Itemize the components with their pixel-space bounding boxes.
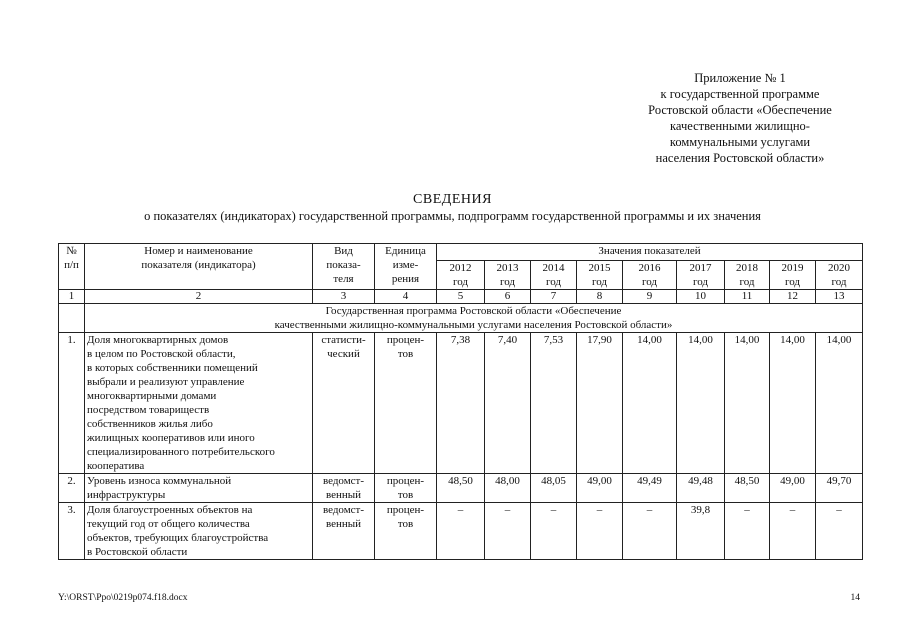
table-row [59, 474, 863, 503]
column-numbers-row [59, 290, 863, 304]
header-year: 2014 год [531, 261, 577, 290]
row-value: 14,00 [677, 333, 725, 474]
table-row [59, 333, 863, 474]
footer-file-path: Y:\ORST\Ppo\0219p074.f18.docx [58, 593, 188, 603]
row-value: 17,90 [577, 333, 623, 474]
row-name: Доля многоквартирных домов в целом по Ростовской области, в которых собственники помещений выбрали и реализуют управление многоквартирными домами посредством товариществ собственников жилья либо жилищных кооперативов или иного специализированного потребительского кооператива [85, 333, 313, 474]
row-name: Уровень износа коммунальной инфраструктуры [85, 474, 313, 503]
table-row [59, 503, 863, 560]
header-name: Номер и наименование показателя (индикатора) [85, 244, 313, 290]
column-number: 4 [375, 290, 437, 304]
appendix-line: Приложение № 1 [694, 71, 786, 85]
row-type: ведомст- венный [313, 503, 375, 560]
header-year: 2017 год [677, 261, 725, 290]
appendix-line: Ростовской области «Обеспечение [648, 103, 832, 117]
row-value: – [485, 503, 531, 560]
row-value: 39,8 [677, 503, 725, 560]
row-value: 14,00 [725, 333, 770, 474]
column-number: 10 [677, 290, 725, 304]
header-year: 2019 год [770, 261, 816, 290]
document-title: СВЕДЕНИЯ [413, 192, 492, 207]
row-value: 48,05 [531, 474, 577, 503]
appendix-line: населения Ростовской области» [655, 151, 825, 165]
row-value: – [531, 503, 577, 560]
row-value: 48,50 [725, 474, 770, 503]
row-value: 14,00 [623, 333, 677, 474]
row-value: 49,00 [577, 474, 623, 503]
row-value: 49,70 [816, 474, 863, 503]
column-number: 5 [437, 290, 485, 304]
document-subtitle: о показателях (индикаторах) государственной программы, подпрограмм государственной программы и их значения [144, 209, 761, 223]
row-type: статисти- ческий [313, 333, 375, 474]
column-number: 13 [816, 290, 863, 304]
appendix-line: коммунальными услугами [669, 135, 811, 149]
header-year: 2016 год [623, 261, 677, 290]
header-row [59, 244, 863, 261]
row-unit: процен- тов [375, 503, 437, 560]
column-number: 11 [725, 290, 770, 304]
column-number: 1 [59, 290, 85, 304]
program-title-row [59, 304, 863, 333]
column-number: 7 [531, 290, 577, 304]
row-name: Доля благоустроенных объектов на текущий год от общего количества объектов, требующих благоустройства в Ростовской области [85, 503, 313, 560]
header-year: 2020 год [816, 261, 863, 290]
footer-page-number: 14 [850, 593, 860, 603]
row-value: 49,49 [623, 474, 677, 503]
row-value: 49,00 [770, 474, 816, 503]
column-number: 8 [577, 290, 623, 304]
header-year: 2013 год [485, 261, 531, 290]
row-num: 3. [59, 503, 85, 560]
row-value: 49,48 [677, 474, 725, 503]
header-num: № п/п [59, 244, 85, 290]
appendix-line: к государственной программе [660, 87, 820, 101]
indicators-table [58, 243, 863, 560]
header-year: 2012 год [437, 261, 485, 290]
row-value: – [816, 503, 863, 560]
column-number: 2 [85, 290, 313, 304]
row-value: 7,38 [437, 333, 485, 474]
row-value: 14,00 [770, 333, 816, 474]
program-title: Государственная программа Ростовской области «Обеспечение качественными жилищно-коммунальными услугами населения Ростовской области» [85, 304, 863, 333]
header-year: 2018 год [725, 261, 770, 290]
row-value: – [725, 503, 770, 560]
row-value: – [437, 503, 485, 560]
row-type: ведомст- венный [313, 474, 375, 503]
header-unit: Единица изме- рения [375, 244, 437, 290]
header-values: Значения показателей [437, 244, 863, 261]
column-number: 6 [485, 290, 531, 304]
row-value: 48,50 [437, 474, 485, 503]
column-number: 9 [623, 290, 677, 304]
row-value: 7,53 [531, 333, 577, 474]
row-value: – [770, 503, 816, 560]
row-unit: процен- тов [375, 474, 437, 503]
row-num: 2. [59, 474, 85, 503]
appendix-line: качественными жилищно- [670, 119, 810, 133]
row-value: 7,40 [485, 333, 531, 474]
row-value: 48,00 [485, 474, 531, 503]
row-value: – [623, 503, 677, 560]
column-number: 3 [313, 290, 375, 304]
column-number: 12 [770, 290, 816, 304]
header-year: 2015 год [577, 261, 623, 290]
appendix-header [600, 70, 880, 166]
row-value: – [577, 503, 623, 560]
row-value: 14,00 [816, 333, 863, 474]
header-type: Вид показа- теля [313, 244, 375, 290]
row-unit: процен- тов [375, 333, 437, 474]
row-num: 1. [59, 333, 85, 474]
